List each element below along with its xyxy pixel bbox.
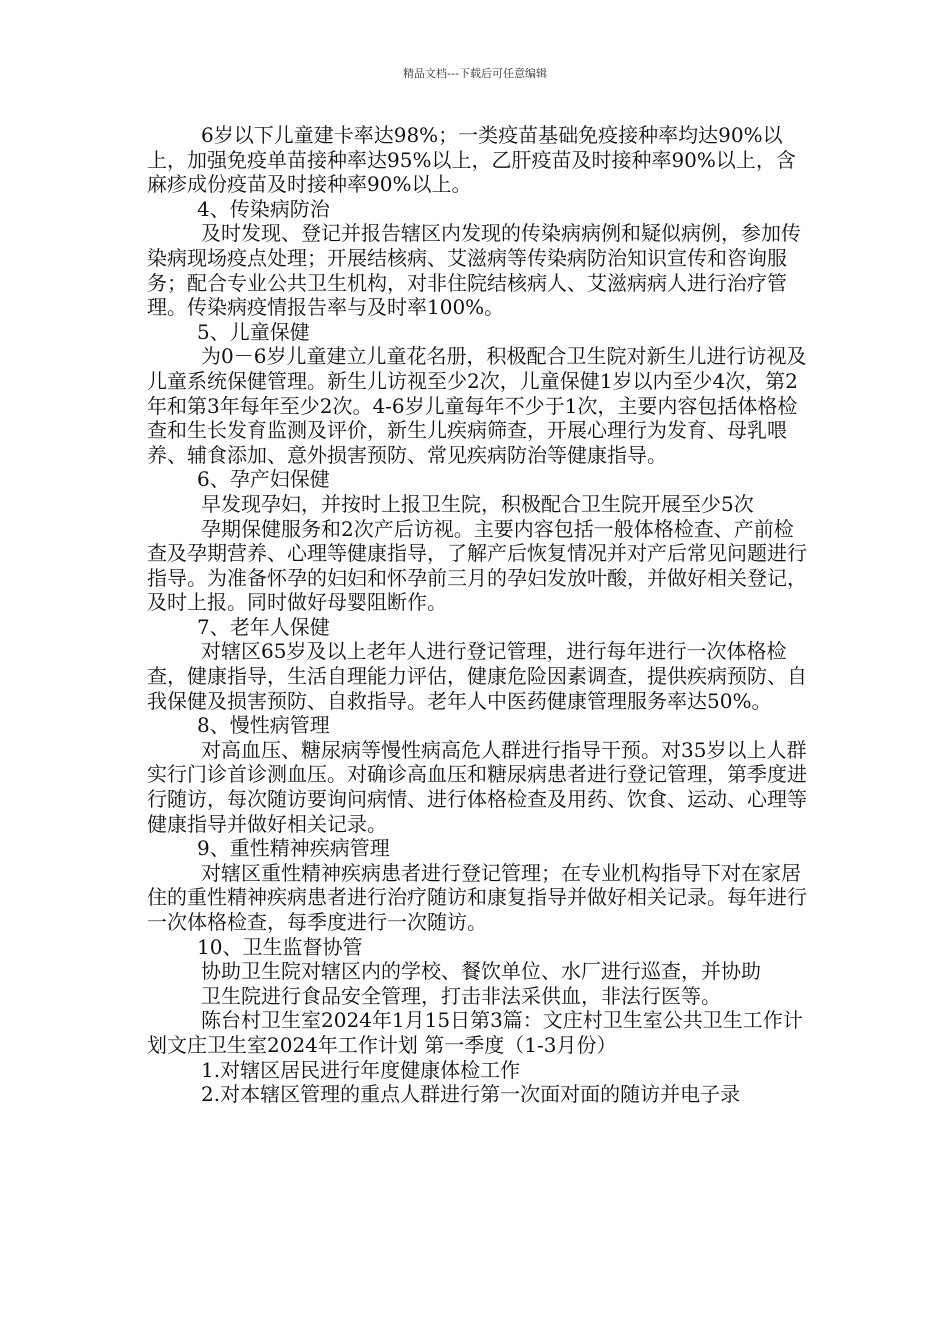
body-paragraph: 陈台村卫生室2024年1月15日第3篇：文庄村卫生室公共卫生工作计划文庄卫生室2024年工作计划 第一季度（1-3月份） — [147, 1008, 803, 1057]
body-paragraph: 1.对辖区居民进行年度健康体检工作 — [201, 1057, 521, 1082]
body-paragraph: 为0－6岁儿童建立儿童花名册，积极配合卫生院对新生儿进行访视及儿童系统保健管理。新生儿访视至少2次，儿童保健1岁以内至少4次，第2年和第3年每年至少2次。4-6岁儿童每年不少于1次，主要内容包括体格检查和生长发育监测及评价，新生儿疾病筛查，开展心理行为发育、母乳喂养、辅食添加、意外损害预防、常见疾病防治等健康指导。 — [147, 344, 807, 467]
section-heading: 4、传染病防治 — [197, 196, 330, 221]
body-paragraph: 对高血压、糖尿病等慢性病高危人群进行指导干预。对35岁以上人群实行门诊首诊测血压。对确诊高血压和糖尿病患者进行登记管理，第季度进行随访，每次随访要询问病情、进行体格检查及用药、饮食、运动、心理等健康指导并做好相关记录。 — [147, 737, 807, 836]
document-body — [147, 123, 809, 1107]
section-heading: 10、卫生监督协管 — [197, 934, 363, 959]
body-paragraph: 对辖区65岁及以上老年人进行登记管理，进行每年进行一次体格检查，健康指导，生活自理能力评估，健康危险因素调查，提供疾病预防、自我保健及损害预防、自救指导。老年人中医药健康管理服务率达50%。 — [147, 639, 807, 713]
body-paragraph: 及时发现、登记并报告辖区内发现的传染病病例和疑似病例，参加传染病现场疫点处理；开展结核病、艾滋病等传染病防治知识宣传和咨询服务；配合专业公共卫生机构，对非住院结核病人、艾滋病病人进行治疗管理。传染病疫情报告率与及时率100%。 — [147, 221, 801, 320]
section-heading: 7、老年人保健 — [197, 614, 330, 639]
section-heading: 8、慢性病管理 — [197, 713, 330, 738]
body-paragraph: 早发现孕妇，并按时上报卫生院，积极配合卫生院开展至少5次 — [201, 491, 754, 516]
body-paragraph: 协助卫生院对辖区内的学校、餐饮单位、水厂进行巡查，并协助 — [201, 959, 761, 984]
body-paragraph: 对辖区重性精神疾病患者进行登记管理；在专业机构指导下对在家居住的重性精神疾病患者进行治疗随访和康复指导并做好相关记录。每年进行一次体格检查，每季度进行一次随访。 — [147, 860, 807, 934]
body-paragraph: 2.对本辖区管理的重点人群进行第一次面对面的随访并电子录 — [201, 1082, 741, 1107]
section-heading: 5、儿童保健 — [197, 319, 310, 344]
page-header: 精品文档---下载后可任意编辑 — [403, 67, 547, 80]
section-heading: 6、孕产妇保健 — [197, 467, 330, 492]
body-paragraph: 6岁以下儿童建卡率达98%；一类疫苗基础免疫接种率均达90%以上，加强免疫单苗接种率达95%以上，乙肝疫苗及时接种率90%以上，含麻疹成份疫苗及时接种率90%以上。 — [147, 123, 796, 197]
body-paragraph: 卫生院进行食品安全管理，打击非法采供血，非法行医等。 — [201, 983, 721, 1008]
body-paragraph: 孕期保健服务和2次产后访视。主要内容包括一般体格检查、产前检查及孕期营养、心理等健康指导，了解产后恢复情况并对产后常见问题进行指导。为准备怀孕的妇妇和怀孕前三月的孕妇发放叶酸，并做好相关登记，及时上报。同时做好母婴阻断作。 — [147, 516, 807, 615]
section-heading: 9、重性精神疾病管理 — [197, 836, 390, 861]
